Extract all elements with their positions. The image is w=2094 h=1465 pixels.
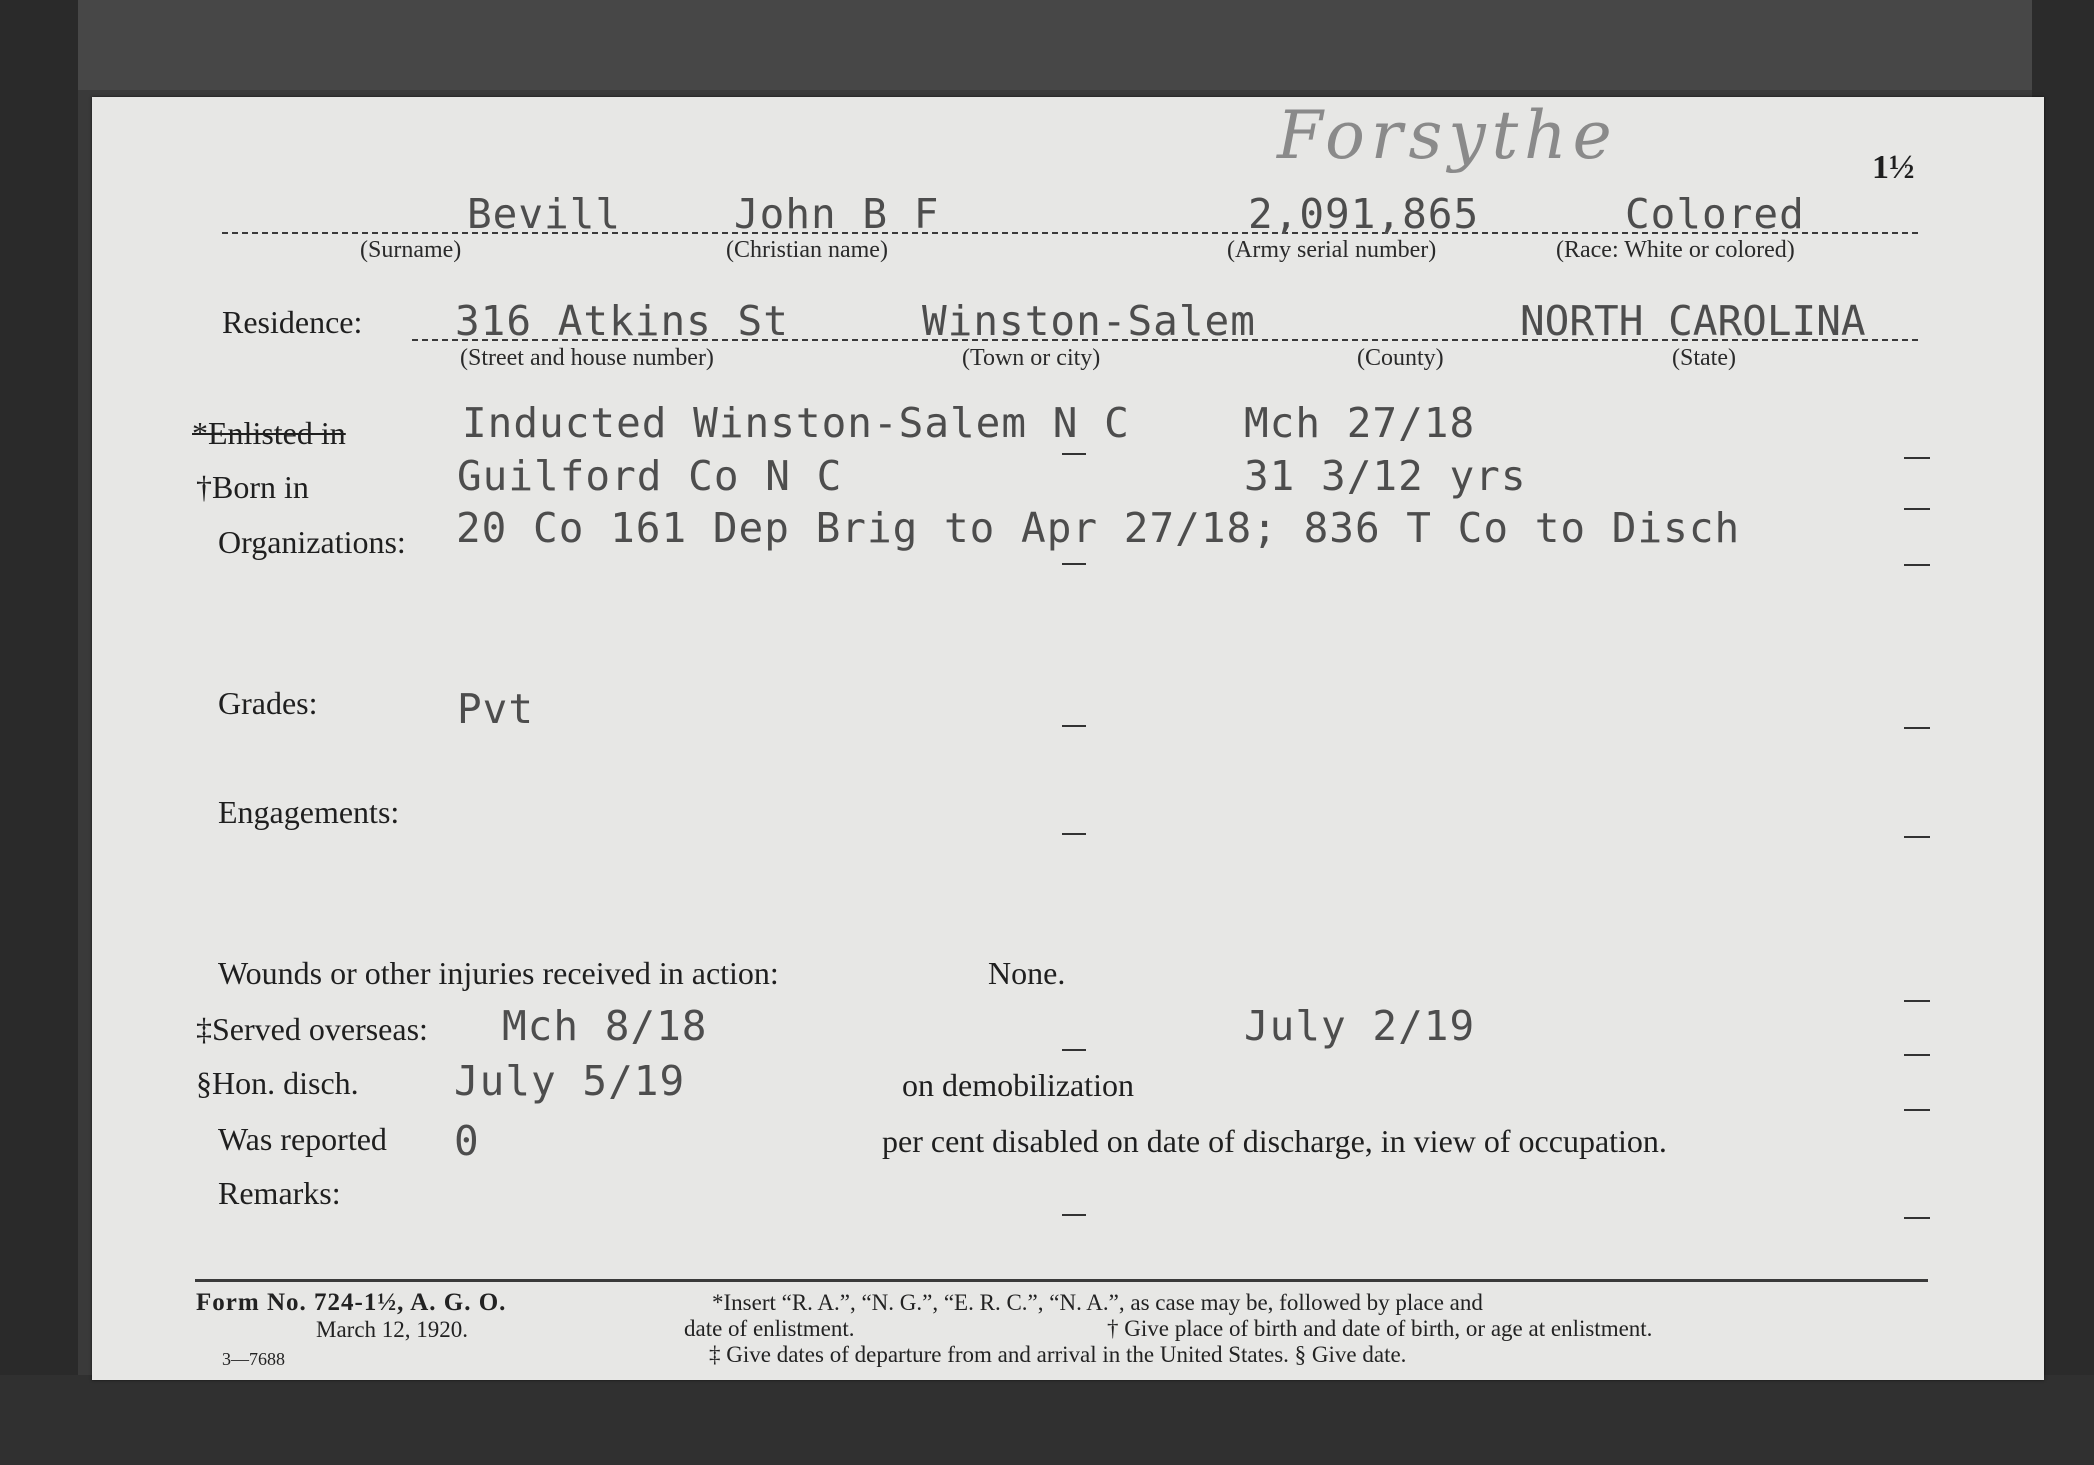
disability-percent-value: 0 (454, 1117, 480, 1165)
enlisted-label: *Enlisted in (192, 415, 346, 451)
street-caption: (Street and house number) (460, 345, 714, 371)
christian-name-caption: (Christian name) (726, 237, 888, 263)
wounds-label: Wounds or other injuries received in action: (218, 955, 779, 991)
born-age: 31 3/12 yrs (1244, 452, 1527, 500)
dash-mark (1904, 1000, 1930, 1002)
enlisted-date: Mch 27/18 (1244, 399, 1476, 447)
honorable-discharge-date: July 5/19 (454, 1057, 686, 1105)
dash-mark (1904, 836, 1930, 838)
surname-caption: (Surname) (360, 237, 462, 263)
dash-mark (1904, 1109, 1930, 1111)
handwritten-county: Forsythe (1277, 97, 1618, 174)
dash-mark (1062, 833, 1086, 835)
engagements-label: Engagements: (218, 794, 400, 830)
dash-mark (1904, 457, 1930, 459)
form-date: March 12, 1920. (316, 1317, 469, 1342)
town-caption: (Town or city) (962, 345, 1101, 371)
service-record-card (92, 97, 2044, 1380)
form-number: Form No. 724-1½, A. G. O. (196, 1289, 507, 1316)
disability-statement: per cent disabled on date of discharge, in view of occupation. (882, 1123, 1667, 1159)
residence-town: Winston-Salem (922, 297, 1256, 345)
dash-mark (1062, 563, 1086, 565)
dash-mark (1062, 1049, 1086, 1051)
grades-value: Pvt (457, 685, 535, 733)
county-caption: (County) (1357, 345, 1444, 371)
race-value: Colored (1625, 190, 1805, 238)
dash-mark (1062, 725, 1086, 727)
corner-mark: 1½ (1872, 149, 1915, 186)
footer-note-line-2-left: date of enlistment. (684, 1316, 855, 1341)
residence-state: NORTH CAROLINA (1520, 297, 1866, 345)
christian-name-value: John B F (734, 190, 940, 238)
wounds-value: None. (988, 955, 1066, 991)
scanner-background-top (0, 0, 2094, 90)
footer-note-line-2-right: † Give place of birth and date of birth, or age at enlistment. (1107, 1316, 1653, 1341)
race-caption: (Race: White or colored) (1556, 237, 1795, 263)
serial-number-caption: (Army serial number) (1227, 237, 1437, 263)
dash-mark (1904, 508, 1930, 510)
state-caption: (State) (1672, 345, 1736, 371)
dash-mark (1904, 1217, 1930, 1219)
residence-label: Residence: (222, 304, 363, 340)
served-overseas-label: ‡Served overseas: (196, 1011, 428, 1047)
discharge-note: on demobilization (902, 1067, 1134, 1103)
dash-mark (1904, 564, 1930, 566)
dash-mark (1062, 1214, 1086, 1216)
enlisted-value: Inducted Winston-Salem N C (462, 399, 1130, 447)
served-overseas-departure: Mch 8/18 (502, 1002, 708, 1050)
was-reported-label: Was reported (218, 1121, 387, 1157)
dash-mark (1062, 453, 1086, 455)
served-overseas-arrival: July 2/19 (1244, 1002, 1476, 1050)
organizations-value: 20 Co 161 Dep Brig to Apr 27/18; 836 T Co to Disch (456, 504, 1741, 552)
footer-note-line-1: *Insert “R. A.”, “N. G.”, “E. R. C.”, “N. A.”, as case may be, followed by place and (712, 1290, 1483, 1315)
born-value: Guilford Co N C (457, 452, 843, 500)
honorable-discharge-label: §Hon. disch. (196, 1065, 359, 1101)
serial-number-value: 2,091,865 (1248, 190, 1480, 238)
footer-rule (195, 1279, 1928, 1282)
remarks-label: Remarks: (218, 1175, 341, 1211)
residence-street: 316 Atkins St (455, 297, 789, 345)
surname-value: Bevill (467, 190, 622, 238)
grades-label: Grades: (218, 685, 318, 721)
dash-mark (1904, 1054, 1930, 1056)
footer-note-line-3: ‡ Give dates of departure from and arrival in the United States. § Give date. (709, 1342, 1407, 1367)
born-label: †Born in (196, 469, 309, 505)
organizations-label: Organizations: (218, 524, 406, 560)
print-code: 3—7688 (222, 1349, 285, 1369)
dash-mark (1904, 727, 1930, 729)
scanner-background-bottom (0, 1375, 2094, 1465)
scanner-background-left (0, 0, 78, 1465)
